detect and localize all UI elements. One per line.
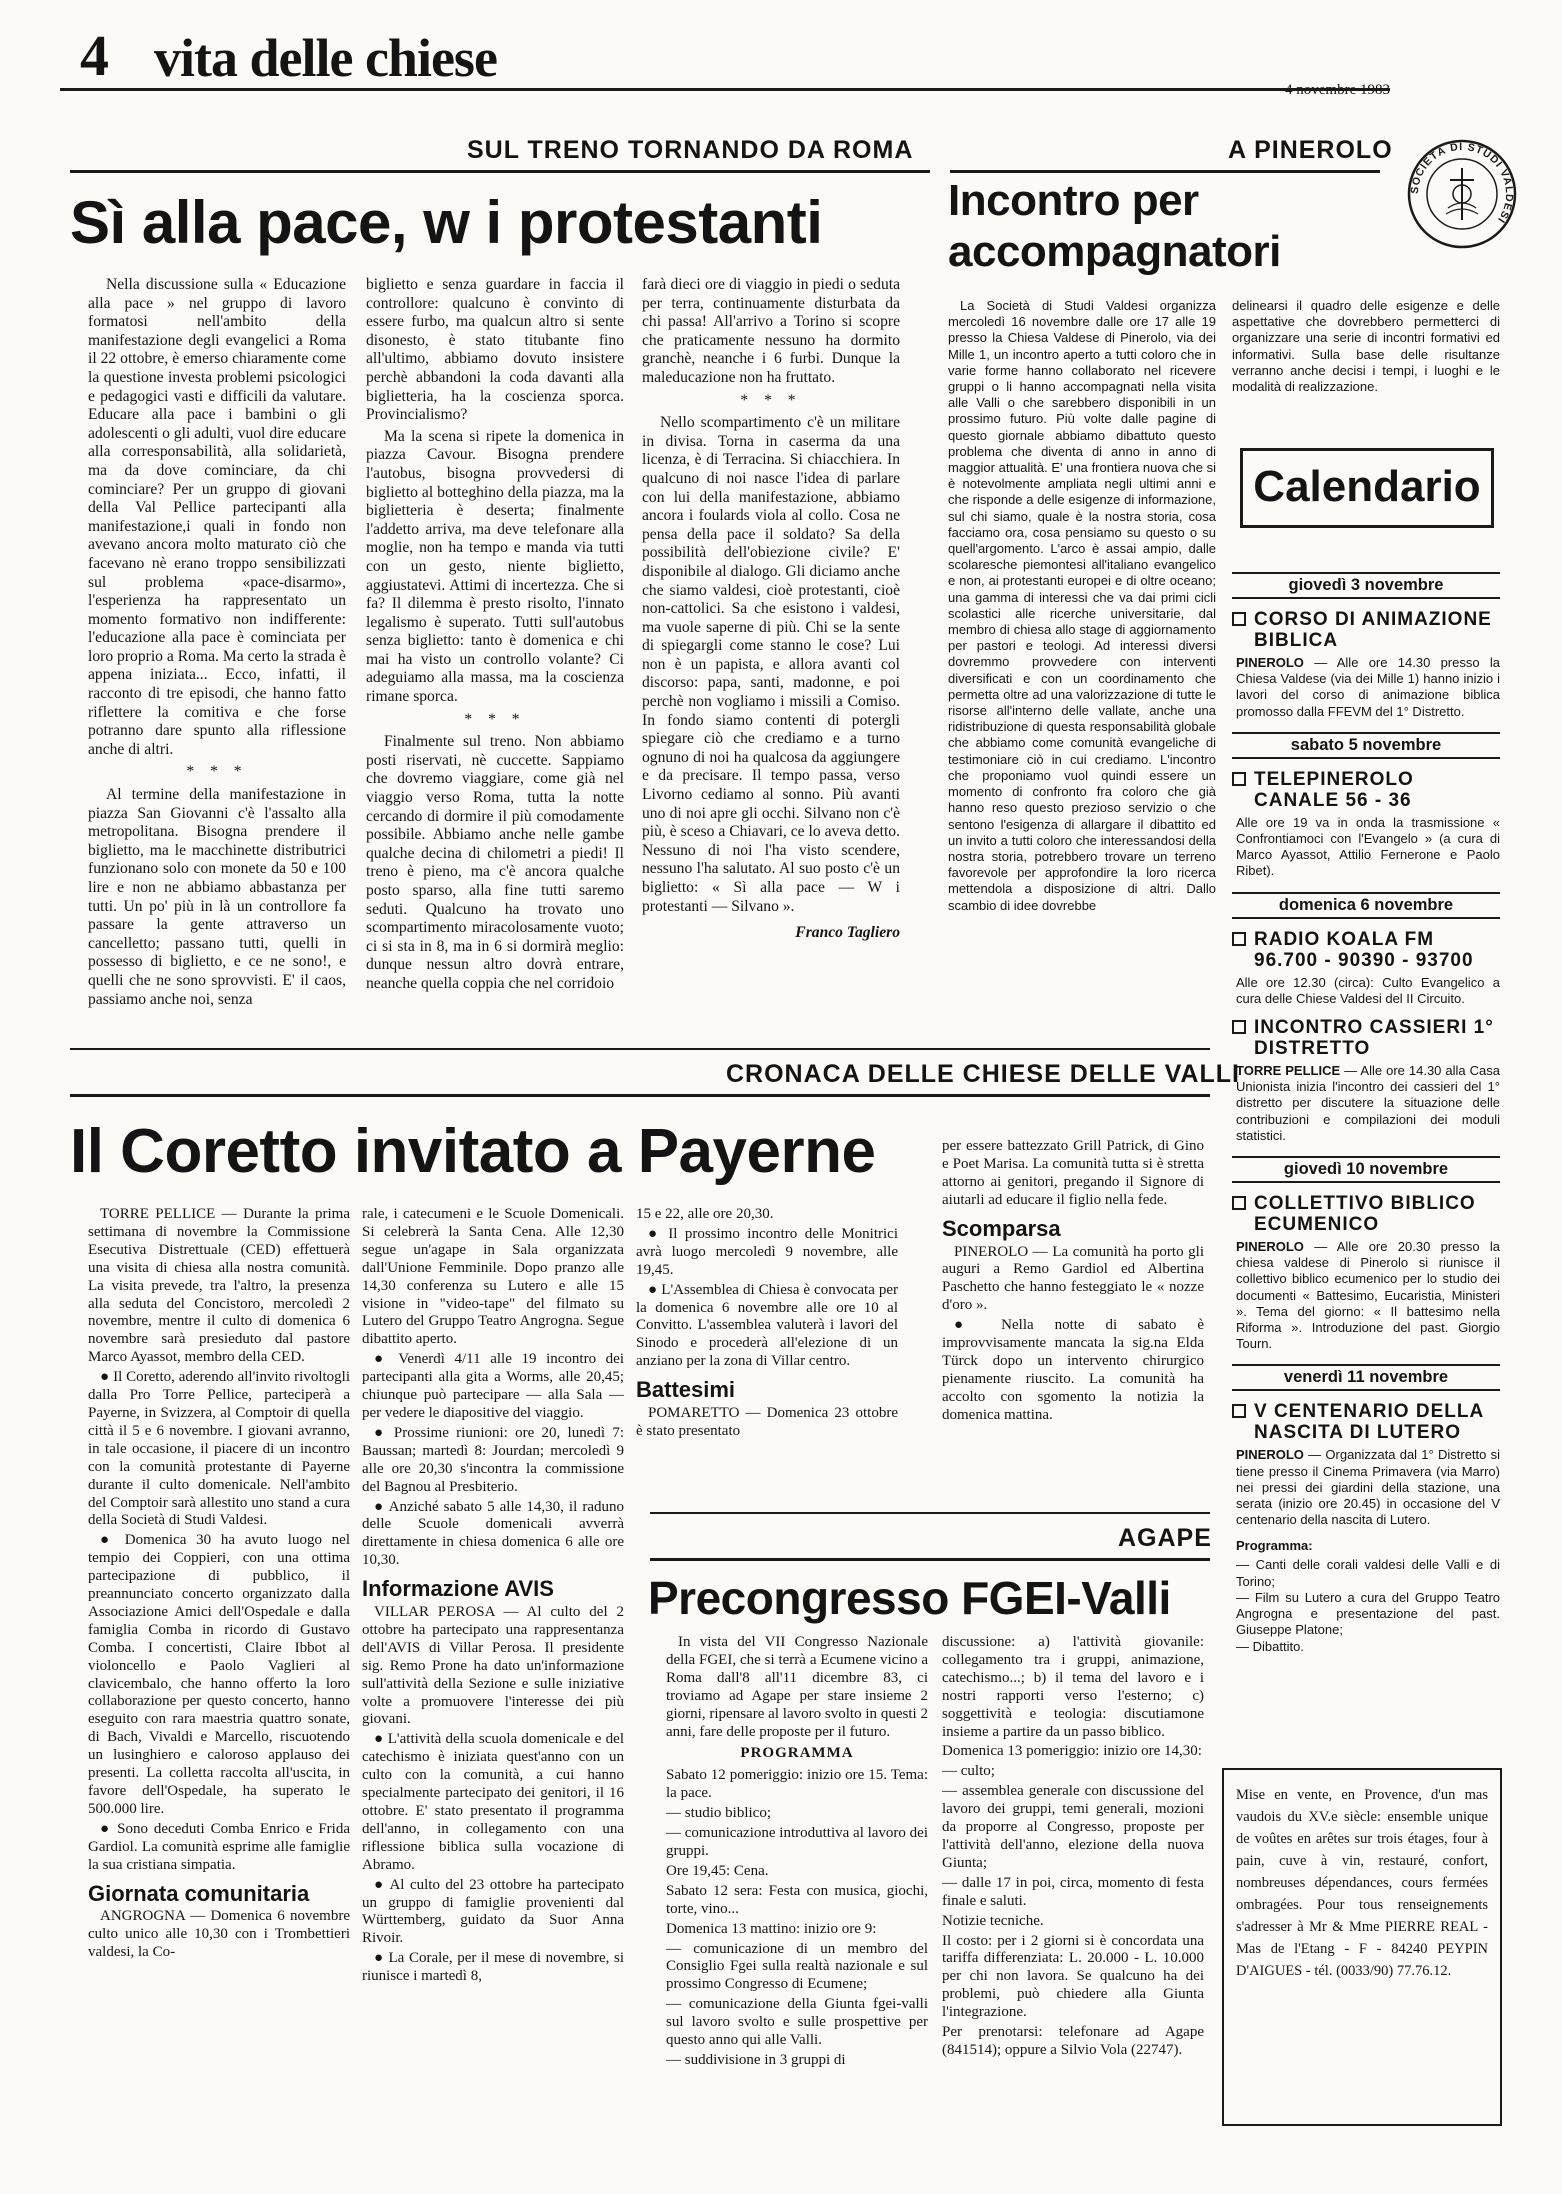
- pace-paragraph: Nello scompartimento c'è un militare in divisa. Torna in caserma da una licenza, è di Terracina. Si chiacchiera. In qualcuno di noi nasce l'idea di parlare con lui della manifestazione, abbiamo ancora i foulards viola al collo. Cosa ne pensa della pace il soldato? Sa della possibilità dell'obiezione civile? E' disponibile al dialogo. Gli diciamo anche che siamo valdesi, cioè protestanti, cioè non-cattolici. Sa che esistono i valdesi, ma vuole saperne di più. Chi se la sente di spiegargli come stanno le cose? Lui non è un papista, e allora avanti col discorso: papa, santi, madonne, e poi perchè non vogliamo i missili a Comiso. In fondo siamo contenti di potergli spiegare ciò che crediamo e a turno ognuno di noi ha qualcosa da aggiungere e da precisare. Il tempo passa, verso Livorno cediamo al sonno. Più avanti uno di noi apre gli occhi. Silvano non c'è più, è sceso a Chiavari, ce lo aveva detto. Nessuno di noi l'ha visto scendere, nessuno l'ha salutato. Al suo posto c'è un biglietto: « Sì alla pace — W i protestanti — Silvano ».: [642, 414, 900, 915]
- calendar-event: [1232, 609, 1500, 720]
- advert-text: Mise en vente, en Provence, d'un mas vaudois du XV.e siècle: ensemble unique de voûtes en arêtes sur trois étages, four à pain, cuve à vin, restauré, confort, nombreuses dépendances, cours fermées ombragées. Pour tous renseignements s'adresser à Mr & Mme PIERRE REAL - Mas de l'Etang - F - 84240 PEYPIN D'AIGUES - tél. (0033/90) 77.76.12.: [1236, 1787, 1488, 1979]
- agape-col-right: [942, 1634, 1204, 2194]
- calendar-event: [1232, 1401, 1500, 1528]
- section-title: vita delle chiese: [154, 28, 497, 88]
- cronaca-paragraph: ● L'attività della scuola domenicale e del catechismo è iniziata quest'anno con un culto con la comunità, a cui hanno specialmente partecipato dei genitori, il 16 ottobre. E' stato presentato il programma dell'anno, in collegamento con una riflessione biblica sulla vocazione di Abramo.: [362, 1731, 624, 1873]
- calendario-title: Calendario: [1253, 462, 1481, 511]
- agape-program-line: Sabato 12 sera: Festa con musica, giochi, torte, vino...: [666, 1882, 928, 1917]
- cronaca-paragraph: VILLAR PEROSA — Al culto del 2 ottobre ha partecipato una rappresentanza dell'AVIS di Villar Perosa. Il presidente sig. Remo Prone ha dato un'informazione sull'attività della Sezione e sulle iniziative volte a promuovere l'interesse dei più giovani.: [362, 1604, 624, 1728]
- checkbox-icon: [1232, 612, 1246, 626]
- cronaca-paragraph: per essere battezzato Grill Patrick, di Gino e Poet Marisa. La comunità tutta si è stretta attorno ai genitori, pregando il Signore di aiutarli ad educare il figlio nella fede.: [942, 1138, 1204, 1208]
- event-title-row: [1232, 1401, 1500, 1443]
- event-title-row: [1232, 1017, 1500, 1059]
- pace-paragraph: Ma la scena si ripete la domenica in piazza Cavour. Bisogna prendere l'autobus, bisogna provvedersi di biglietto al botteghino della piazza, ma la biglietteria è deserta; finalmente l'addetto arriva, ma deve telefonare alla moglie, non ha tempo e manda via tutti con un gesto, niente biglietto, aggiustatevi. Attimi di incertezza. Che si fa? Il dilemma è presto risolto, l'innato legalismo è superato. Tutti sull'autobus senza biglietto: tanto è domenica e chi mai ha visto un controllo volante? Ci adeguiamo alla massa, ma la coscienza rimane sporca.: [366, 427, 624, 706]
- cronaca-paragraph: ● Domenica 30 ha avuto luogo nel tempio dei Coppieri, con una ottima partecipazione di pubblico, il preannunciato concerto organizzato dalla Associazione Amici dell'Ospedale e dalla famiglia Comba in ricordo di Gustavo Comba. I concertisti, Claire Ibbot al violoncello e Paolo Vaglieri al clavicembalo, che hanno offerto la loro collaborazione per questo concerto, hanno eseguito con rara maestria quattro sonate, di Bach, Vivaldi e Marcello, riscuotendo un lusinghiero e caloroso applauso dei presenti. La colletta raccolta all'uscita, in favore dell'Ospedale, ha superato le 500.000 lire.: [88, 1532, 350, 1817]
- event-title: TELEPINEROLO CANALE 56 - 36: [1254, 768, 1414, 811]
- agape-program-line: — culto;: [942, 1763, 995, 1780]
- pinerolo-headline-2: accompagnatori: [948, 227, 1281, 276]
- pace-col-2: [366, 276, 624, 1036]
- checkbox-icon: [1232, 932, 1246, 946]
- event-title: RADIO KOALA FM 96.700 - 90390 - 93700: [1254, 928, 1474, 971]
- event-title-row: [1232, 1193, 1500, 1235]
- cronaca-paragraph: PINEROLO — La comunità ha porto gli auguri a Remo Gardiol ed Albertina Paschetto che hanno festeggiato le « nozze d'oro ».: [942, 1243, 1204, 1314]
- agape-program-line: — suddivisione in 3 gruppi di: [666, 2051, 846, 2068]
- agape-program-line: — comunicazione introduttiva al lavoro dei gruppi.: [666, 1825, 928, 1859]
- section-break: * * *: [186, 763, 248, 781]
- cronaca-paragraph: ● Il Coretto, aderendo all'invito rivoltogli dalla Pro Torre Pellice, parteciperà a Payerne, in Svizzera, al Comptoir di quella città il 5 e 6 novembre. I giovani avranno, in tale occasione, il piacere di un incontro con la comunità protestante di Payerne durante il culto domenicale. Nell'ambito del Comptoir sarà allestito uno stand a cura della Società di Studi Valdesi.: [88, 1369, 350, 1529]
- calendario-box: [1240, 448, 1494, 528]
- pace-kicker-rule: [70, 170, 930, 173]
- agape-program-line: Domenica 13 pomeriggio: inizio ore 14,30:: [942, 1743, 1202, 1760]
- calendar-event: [1232, 769, 1500, 880]
- event-title-row: [1232, 609, 1500, 651]
- agape-intro: In vista del VII Congresso Nazionale della FGEI, che si terrà a Ecumene vicino a Roma dall'8 all'11 dicembre 83, ci troviamo ad Agape per stare insieme 2 giorni, ripensare al lavoro svolto in questi 2 anni, fare delle proposte per il futuro.: [666, 1634, 928, 1740]
- agape-top-rule: [650, 1512, 1210, 1514]
- calendar-event: [1232, 1193, 1500, 1352]
- event-title: INCONTRO CASSIERI 1° DISTRETTO: [1254, 1017, 1494, 1060]
- cronaca-paragraph: POMARETTO — Domenica 23 ottobre è stato presentato: [636, 1405, 898, 1439]
- checkbox-icon: [1232, 1196, 1246, 1210]
- cronaca-col-4: [942, 1138, 1204, 1506]
- calendar-day-header: venerdì 11 novembre: [1232, 1364, 1500, 1391]
- event-description: [1236, 815, 1500, 880]
- pace-col-1: [88, 276, 346, 1036]
- pace-paragraph: Finalmente sul treno. Non abbiamo posti riservati, nè cuccette. Sappiamo che dovremo viaggiare, come già nel viaggio verso Roma, tutta la notte cercando di dormire il più comodamente possibile. Abbiamo anche nelle gambe qualche decina di chilometri a piedi! Il treno è pieno, ma c'è ancora qualche posto sparso, alla fine tutti saremo seduti. Qualcuno ha trovato uno scompartimento miracolosamente vuoto; ci si sta in 8, ma in 6 si dormirà meglio: dunque nessun altro dovrà entrare, neanche quella coppia che nel corridoio: [366, 733, 624, 992]
- pinerolo-paragraph: La Società di Studi Valdesi organizza mercoledì 16 novembre dalle ore 17 alle 19 presso la Chiesa Valdese di Pinerolo, via dei Mille 1, un incontro aperto a tutti coloro che in varie forme hanno collaborato nel ricevere gruppi o li hanno accompagnati nella visita alle Valli o che sarebbero disponibili in un prossimo futuro. Più volte dalle pagine di questo giornale abbiamo dibattuto questo problema che diventa di anno in anno di maggior attualità. E' una frontiera nuova che si è notevolmente ampliata negli ultimi anni e che risponde a delle esigenze di informazione, sul chi siamo, quale è la nostra storia, cosa facciamo ora, cosa pensiamo su questo o su quell'argomento. L'arco è assai ampio, dalle scolaresche piemontesi all'italiano evangelico e non, ai protestanti europei e di oltre oceano; una gamma di interessi che va dai primi cicli scolastici alle ricerche universitarie, dal membro di chiesa allo stage di aggiornamento per pastori e teologi. Ad interessi diversi dovremmo provvedere con interventi diversificati e con un coordinamento che permetta oltre ad una valorizzazione di tutte le risorse all'interno delle vallate, anche una ridistribuzione di questa responsabilità globale che abbiamo come comunità evangeliche di testimoniare ciò in cui crediamo. L'incontro che proponiamo vuol quindi essere un momento di confronto fra coloro che già hanno reso questo prezioso servizio o che sentono l'esigenza di allargare il dibattito ed un invito a tutti coloro che interessandosi della nostra storia, potrebbero trovare un terreno favorevole per approfondire la loro ricerca mettendola a disposizione di altri. Dallo scambio di idee dovrebbe: [948, 298, 1216, 913]
- cronaca-paragraph: rale, i catecumeni e le Scuole Domenicali. Si celebrerà la Santa Cena. Alle 12,30 segue un'agape in Sala organizzata dall'Unione Femminile. Dopo pranzo alle 14,30 conferenza su Lutero e alle 15 visione in "video-tape" del filmato su Lutero del Gruppo Teatro Angrogna. Segue dibattito aperto.: [362, 1206, 624, 1348]
- event-description: [1236, 1063, 1500, 1144]
- pace-paragraph: Nella discussione sulla « Educazione alla pace » nel gruppo di lavoro formatosi nell'ambito della manifestazione degli evangelici a Roma il 22 ottobre, è emerso chiaramente come la questione investa problemi psicologici e pedagogici vasti e difficili da valutare. Educare alla pace i bambini o gli adolescenti o gli adulti, vuol dire educare alla corresponsabilità, alla solidarietà, ma da dove cominciare, da chi cominciare? Per un gruppo di giovani della Val Pellice partecipanti alla manifestazione,i quali in fondo non avevano ancora molto maturato ciò che facevano nè erano troppo sensibilizzati sul problema «pace-disarmo», l'esperienza ha rappresentato un momento formativo non indifferente: l'educazione alla pace è cominciata per loro proprio a Roma. Ma certo la strada è appena iniziata... Ecco, infatti, il racconto di tre episodi, che hanno fatto riflettere la comitiva e che forse potranno dare spunto alla riflessione anche di altri.: [88, 276, 346, 758]
- event-text: — Alle ore 14.30 alla Casa Unionista inizia l'incontro dei cassieri del 1° distretto per discutere la situazione delle contribuzioni e compilazioni dei moduli statistici.: [1236, 1063, 1500, 1143]
- section-break: * * *: [740, 391, 802, 409]
- cronaca-paragraph: ● Sono deceduti Comba Enrico e Frida Gardiol. La comunità esprime alle famiglie la sua cristiana simpatia.: [88, 1820, 350, 1873]
- pace-headline: Sì alla pace, w i protestanti: [70, 189, 823, 256]
- cronaca-paragraph: ● Venerdì 4/11 alle 19 incontro dei partecipanti alla gita a Worms, alle 20,45; chiunque può partecipare — alla Sala — per vedere le diapositive del viaggio.: [362, 1351, 624, 1421]
- svg-text:SOCIETÀ DI STUDI VALDESI: SOCIETÀ DI STUDI VALDESI: [1408, 140, 1516, 226]
- agape-program-line: Per prenotarsi: telefonare ad Agape (841514); oppure a Silvio Vola (22747).: [942, 2024, 1204, 2058]
- agape-program-line: — assemblea generale con discussione del lavoro dei gruppi, temi generali, mozioni da proporre al Congresso, proposte per l'attività dell'anno, elezione della nuova Giunta;: [942, 1783, 1204, 1871]
- event-place: PINEROLO: [1236, 1239, 1304, 1255]
- cronaca-paragraph: ● Anziché sabato 5 alle 14,30, il raduno delle Scuole domenicali avverrà direttamente in chiesa domenica 6 alle ore 10,30.: [362, 1498, 624, 1569]
- pinerolo-col-1: [948, 298, 1216, 998]
- pinerolo-paragraph: delinearsi il quadro delle esigenze e delle aspettative che dovrebbero permetterci di organizzare una serie di incontri formativi ed informativi. Sulla base delle risultanze verranno anche decisi i tempi, i luoghi e le modalità di realizzazione.: [1232, 298, 1500, 395]
- event-description: [1236, 1239, 1500, 1352]
- program-item: — Canti delle corali valdesi delle Valli e di Torino;: [1236, 1557, 1500, 1589]
- battesimi-heading: Battesimi: [636, 1377, 736, 1403]
- cronaca-paragraph: TORRE PELLICE — Durante la prima settimana di novembre la Commissione Esecutiva Distrettuale (CED) effettuerà una visita di chiesa alla nostra comunità. La visita prevede, tra l'altro, la presenza alla seduta del Concistoro, mercoledì 2 novembre, mentre il culto di domenica 6 novembre sarà presieduto dal pastore Marco Ayassot, membro della CED.: [88, 1206, 350, 1366]
- calendario-list: [1232, 560, 1500, 1710]
- agape-program-title: PROGRAMMA: [740, 1745, 854, 1762]
- program-item: — Dibattito.: [1236, 1638, 1304, 1654]
- calendar-day-header: sabato 5 novembre: [1232, 732, 1500, 759]
- event-text: — Organizzata dal 1° Distretto si tiene presso il Cinema Primavera (via Marro) nei pressi dei giardini della stazione, una serata (inizio ore 20.45) in occasione del V centenario della nascita di Lutero.: [1236, 1447, 1500, 1528]
- pace-paragraph: biglietto e senza guardare in faccia il controllore: qualcuno è convinto di essere furbo, ma qualcun altro si sente disonesto, è stato titubante fino all'ultimo, abbiamo dovuto insistere perchè abbandoni la coda davanti alla biglietteria, ha la coscienza sporca. Provincialismo?: [366, 276, 624, 424]
- pinerolo-kicker-rule: [950, 170, 1380, 173]
- cronaca-paragraph: ● Nella notte di sabato è improvvisamente mancata la sig.na Elda Türck dopo un intervento chirurgico pienamente riuscito. La comunità ha accolto con sgomento la notizia la domenica mattina.: [942, 1317, 1204, 1423]
- checkbox-icon: [1232, 772, 1246, 786]
- cronaca-paragraph: ● Il prossimo incontro delle Monitrici avrà luogo mercoledì 9 novembre, alle 19,45.: [636, 1225, 898, 1278]
- society-seal: [1406, 138, 1518, 250]
- agape-program-line: discussione: a) l'attività giovanile: collegamento tra i gruppi, animazione, catechismo...; b) il tema del lavoro e i nostri rapporti verso l'esterno; c) soggettività e teologia: discutiamone insieme a partire da un passo biblico.: [942, 1634, 1204, 1740]
- cronaca-col-2: [362, 1206, 624, 2186]
- property-advert: [1222, 1768, 1502, 2126]
- cronaca-paragraph: ● L'Assemblea di Chiesa è convocata per la domenica 6 novembre alle ore 10 al Convitto. L'assemblea valuterà i lavori del Sinodo e procederà all'elezione di un anziano per la zona di Villar centro.: [636, 1281, 898, 1370]
- event-title-row: [1232, 769, 1500, 811]
- pace-kicker: SUL TRENO TORNANDO DA ROMA: [467, 136, 914, 164]
- event-place: PINEROLO: [1236, 655, 1304, 670]
- cronaca-top-rule: [70, 1048, 1210, 1050]
- event-text: — Alle ore 20.30 presso la chiesa valdese di Pinerolo si riunisce il collettivo biblico ecumenico per lo studio dei documenti « Battesimo, Eucaristia, Ministeri ». Tema del giorno: « Il battesimo nella Riforma ». Introduzione del past. Giorgio Tourn.: [1236, 1239, 1500, 1352]
- agape-program-line: — comunicazione della Giunta fgei-valli sul lavoro svolto e sulle prospettive per questo anno qui alle Valli.: [666, 1996, 928, 2049]
- pace-paragraph: Al termine della manifestazione in piazza San Giovanni c'è l'assalto alla metropolitana. Bisogna prendere il biglietto, ma le macchinette distributrici funzionano solo con monete da 50 e 100 lire e non ne abbiamo abbastanza per tutti. Un po' più in là un controllore fa passare la gente attraverso un cancelletto; passano tutti, quelli in possesso di biglietto, e ce ne sono!, e quelli che ne sono sprovvisti. E' il caos, passiamo anche noi, senza: [88, 786, 346, 1008]
- agape-kicker: AGAPE: [1118, 1524, 1212, 1552]
- cronaca-col-1: [88, 1206, 350, 2186]
- agape-program-line: Domenica 13 mattino: inizio ore 9:: [666, 1920, 877, 1937]
- pace-col-3: [642, 276, 900, 1036]
- program-label: Programma:: [1236, 1538, 1313, 1554]
- calendar-day-header: giovedì 10 novembre: [1232, 1156, 1500, 1183]
- cronaca-headline: Il Coretto invitato a Payerne: [70, 1117, 876, 1186]
- cronaca-paragraph: 15 e 22, alle ore 20,30.: [636, 1206, 774, 1222]
- cronaca-paragraph: ● La Corale, per il mese di novembre, si riunisce i martedì 8,: [362, 1950, 624, 1985]
- cronaca-col-3: [636, 1206, 898, 1506]
- pinerolo-kicker: A PINEROLO: [1228, 136, 1393, 164]
- calendar-event: [1232, 929, 1500, 1007]
- agape-program-line: Il costo: per i 2 giorni si è concordata una tariffa differenziata: L. 20.000 - L. 10.000 per chi non lavora. Se qualcuno ha dei problemi, può chiedere alla Giunta l'integrazione.: [942, 1932, 1204, 2021]
- event-place: TORRE PELLICE: [1236, 1063, 1341, 1079]
- scomparsa-heading: Scomparsa: [942, 1215, 1061, 1241]
- agape-program-line: — comunicazione di un membro del Consiglio Fgei sulla realtà nazionale e sul prossimo Congresso di Ecumene;: [666, 1940, 928, 1993]
- event-text: Alle ore 19 va in onda la trasmissione « Confrontiamoci con l'Evangelo » (a cura di Marco Ayassot, Attilio Fernerone e Paolo Ribet).: [1236, 814, 1500, 879]
- agape-program-line: Sabato 12 pomeriggio: inizio ore 15. Tema: la pace.: [666, 1767, 928, 1802]
- agape-col-left: [666, 1634, 928, 2194]
- event-title: V CENTENARIO DELLA NASCITA DI LUTERO: [1254, 1401, 1484, 1444]
- agape-program-line: Notizie tecniche.: [942, 1912, 1044, 1929]
- pace-paragraph: farà dieci ore di viaggio in piedi o seduta per terra, continuamente disturbata da chi passa! All'arrivo a Torino si scopre che praticamente nessuno ha dormito granchè, neanche i 6 furbi. Dunque la maleducazione non ha fruttato.: [642, 276, 900, 386]
- checkbox-icon: [1232, 1404, 1246, 1418]
- agape-kicker-rule: [650, 1558, 1210, 1561]
- pinerolo-headline-1: Incontro per: [948, 176, 1199, 225]
- pinerolo-col-2: [1232, 298, 1500, 418]
- cronaca-paragraph: ANGROGNA — Domenica 6 novembre culto unico alle 10,30 con i Trombettieri valdesi, la Co-: [88, 1908, 350, 1961]
- avis-heading: Informazione AVIS: [362, 1576, 554, 1602]
- agape-headline: Precongresso FGEI-Valli: [648, 1572, 1171, 1624]
- calendar-day-header: domenica 6 novembre: [1232, 892, 1500, 919]
- calendar-day-header: giovedì 3 novembre: [1232, 572, 1500, 599]
- giornata-heading: Giornata comunitaria: [88, 1880, 310, 1906]
- masthead: [60, 22, 1390, 92]
- author-signature: Franco Tagliero: [795, 924, 900, 942]
- event-title: COLLETTIVO BIBLICO ECUMENICO: [1254, 1193, 1476, 1236]
- program-item: — Film su Lutero a cura del Gruppo Teatro Angrogna e presentazione del past. Giuseppe Platone;: [1236, 1589, 1500, 1638]
- event-title-row: [1232, 929, 1500, 971]
- section-break: * * *: [464, 710, 526, 728]
- event-description: [1236, 1447, 1500, 1528]
- seal-icon: [1406, 138, 1518, 250]
- agape-program-line: — dalle 17 in poi, circa, momento di festa finale e saluti.: [942, 1874, 1204, 1909]
- event-place: PINEROLO: [1236, 1447, 1304, 1463]
- checkbox-icon: [1232, 1020, 1246, 1034]
- cronaca-kicker-rule: [70, 1094, 1210, 1097]
- cronaca-paragraph: ● Prossime riunioni: ore 20, lunedì 7: Baussan; martedì 8: Jourdan; mercoledì 9 alle ore 20,30 s'incontra la commissione del Bagnou al Presbiterio.: [362, 1424, 624, 1495]
- masthead-rule: [60, 88, 1390, 91]
- agape-program-line: Ore 19,45: Cena.: [666, 1862, 769, 1879]
- cronaca-kicker: CRONACA DELLE CHIESE DELLE VALLI: [726, 1060, 1240, 1088]
- agape-program-line: — studio biblico;: [666, 1805, 771, 1822]
- event-text: Alle ore 12.30 (circa): Culto Evangelico a cura delle Chiese Valdesi del II Circuito.: [1236, 974, 1500, 1006]
- event-description: [1236, 975, 1500, 1007]
- calendar-event: [1232, 1017, 1500, 1144]
- event-text: — Alle ore 14.30 presso la Chiesa Valdese (via dei Mille 1) hanno inizio i lavori del corso di animazione biblica promosso dalla FFEVM del 1° Distretto.: [1236, 655, 1500, 719]
- cronaca-paragraph: ● Al culto del 23 ottobre ha partecipato un gruppo di famiglie provenienti dal Württemberg, guidato da Suor Anna Rivoir.: [362, 1876, 624, 1947]
- event-title: CORSO DI ANIMAZIONE BIBLICA: [1254, 609, 1492, 651]
- event-description: [1236, 655, 1500, 720]
- page-number: 4: [80, 23, 109, 88]
